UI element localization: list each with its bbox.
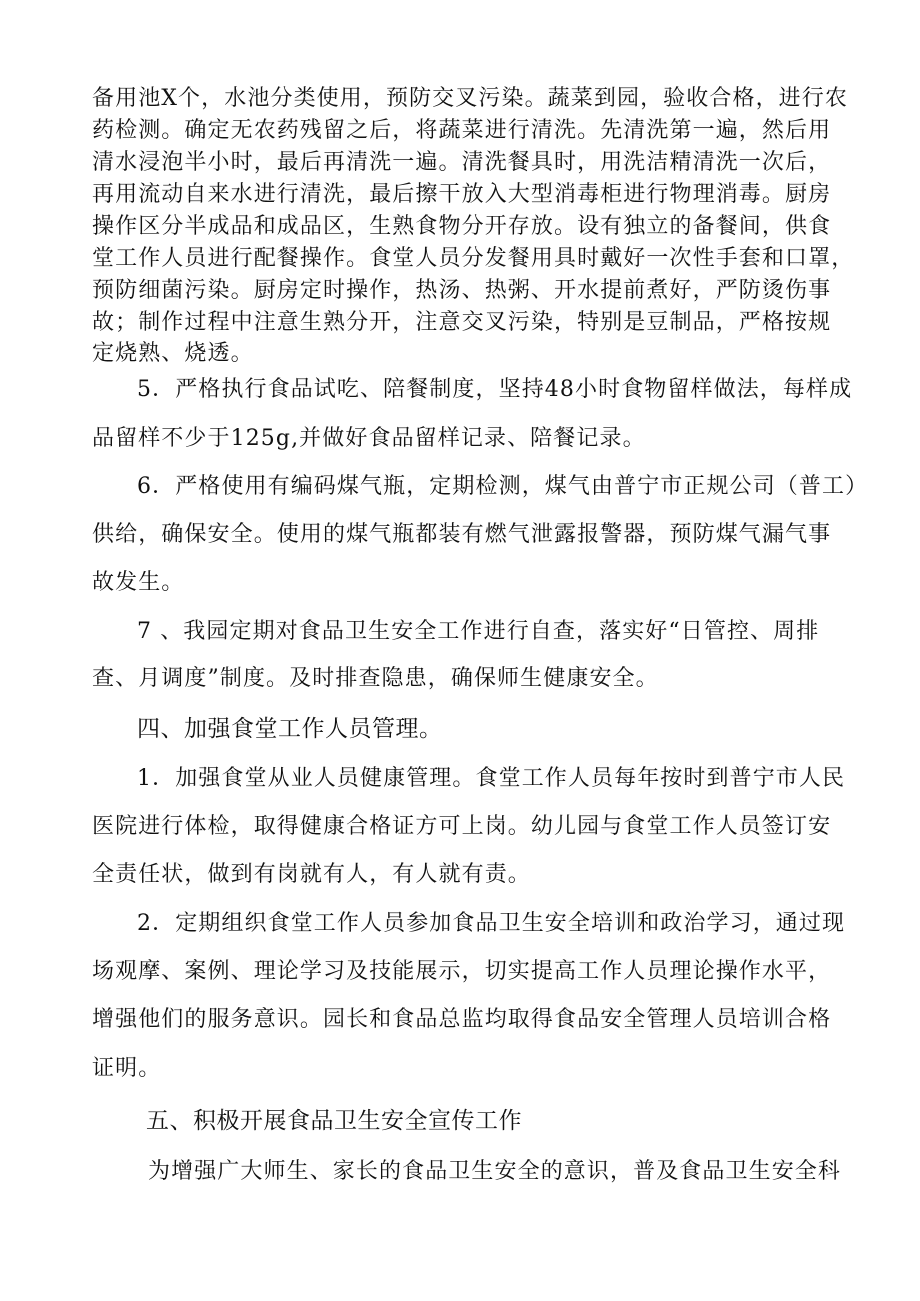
text-line: 再用流动自来水进行清洗，最后擦干放入大型消毒柜进行物理消毒。厨房 xyxy=(92,182,832,207)
text-line: 故发生。 xyxy=(92,570,185,595)
text-line: 备用池X个，水池分类使用，预防交叉污染。蔬菜到园，验收合格，进行农 xyxy=(92,86,848,111)
text-line: 故；制作过程中注意生熟分开，注意交叉污染，特别是豆制品，严格按规 xyxy=(92,310,832,335)
text-line: 预防细菌污染。厨房定时操作，热汤、热粥、开水提前煮好，严防烫伤事 xyxy=(92,278,832,303)
text-line: 增强他们的服务意识。园长和食品总监均取得食品安全管理人员培训合格 xyxy=(92,1007,832,1032)
text-line: 全责任状，做到有岗就有人，有人就有责。 xyxy=(92,862,531,887)
text-line: 清水浸泡半小时，最后再清洗一遍。清洗餐具时，用洗洁精清洗一次后， xyxy=(92,150,832,175)
text-line: 7 、我园定期对食品卫生安全工作进行自查，落实好“日管控、周排 xyxy=(137,619,820,644)
text-line: 医院进行体检，取得健康合格证方可上岗。幼儿园与食堂工作人员签订安 xyxy=(92,814,832,839)
text-line: 6．严格使用有编码煤气瓶，定期检测，煤气由普宁市正规公司（普工） xyxy=(137,474,869,499)
section-heading-4: 四、加强食堂工作人员管理。 xyxy=(137,716,443,742)
text-line: 堂工作人员进行配餐操作。食堂人员分发餐用具时戴好一次性手套和口罩， xyxy=(92,246,855,271)
text-line: 2．定期组织食堂工作人员参加食品卫生安全培训和政治学习，通过现 xyxy=(137,911,846,936)
text-line: 操作区分半成品和成品区，生熟食物分开存放。设有独立的备餐间，供食 xyxy=(92,214,832,239)
text-line: 查、月调度”制度。及时排查隐患，确保师生健康安全。 xyxy=(92,666,659,691)
text-line: 药检测。确定无农药残留之后，将蔬菜进行清洗。先清洗第一遍，然后用 xyxy=(92,118,832,143)
text-line: 定烧熟、烧透。 xyxy=(92,341,254,366)
text-line: 为增强广大师生、家长的食品卫生安全的意识，普及食品卫生安全科 xyxy=(148,1159,842,1184)
text-line: 1．加强食堂从业人员健康管理。食堂工作人员每年按时到普宁市人民 xyxy=(137,766,846,791)
text-line: 供给，确保安全。使用的煤气瓶都装有燃气泄露报警器，预防煤气漏气事 xyxy=(92,522,832,547)
text-line: 场观摩、案例、理论学习及技能展示，切实提高工作人员理论操作水平， xyxy=(92,959,832,984)
text-line: 品留样不少于125g,并做好食品留样记录、陪餐记录。 xyxy=(92,426,646,451)
section-heading-5: 五、积极开展食品卫生安全宣传工作 xyxy=(146,1108,522,1134)
text-line: 证明。 xyxy=(92,1056,162,1081)
text-line: 5．严格执行食品试吃、陪餐制度，坚持48小时食物留样做法，每样成 xyxy=(137,377,853,402)
